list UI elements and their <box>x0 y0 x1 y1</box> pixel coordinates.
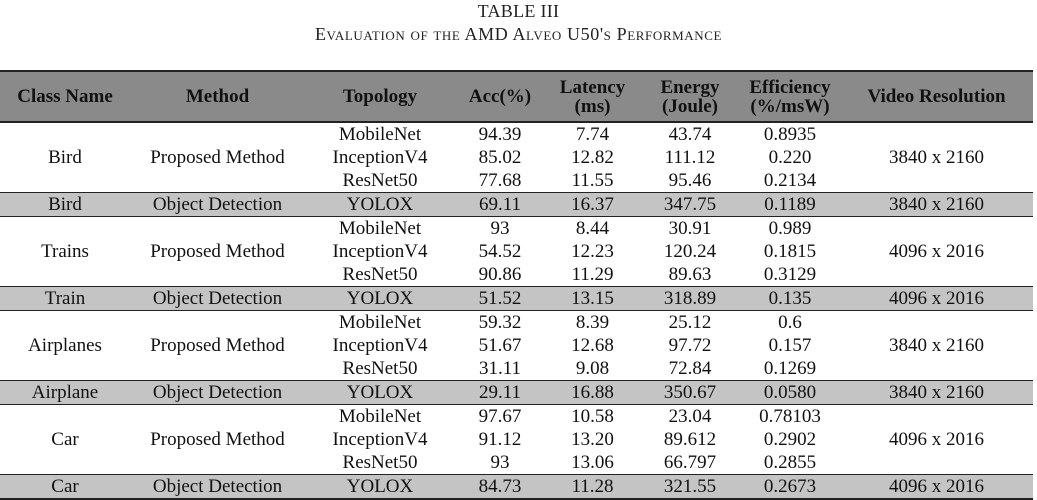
energy-cell: 23.04 <box>668 406 712 427</box>
resolution-cell: 3840 x 2160 <box>840 193 1033 217</box>
accuracy-cell: 97.67 <box>478 406 522 427</box>
accuracy-cell: 90.86 <box>478 264 522 285</box>
class-name-cell: Trains <box>41 241 89 262</box>
accuracy-cell: 51.52 <box>455 287 545 311</box>
energy-cell: 30.91 <box>668 218 712 239</box>
efficiency-cell: 0.1269 <box>763 358 817 379</box>
topology-cell: YOLOX <box>305 287 455 311</box>
topology-cell: MobileNet <box>338 124 422 145</box>
latency-cell: 8.44 <box>575 218 610 239</box>
accuracy-cell: 54.52 <box>478 241 522 262</box>
resolution-cell: 3840 x 2160 <box>840 381 1033 405</box>
header-latency-unit: (ms) <box>574 95 611 117</box>
resolution-cell: 3840 x 2160 <box>889 147 984 168</box>
energy-cell: 120.24 <box>663 241 717 262</box>
accuracy-cell: 93 <box>490 218 510 239</box>
efficiency-cell: 0.157 <box>768 335 812 356</box>
header-energy-label: Energy <box>660 76 720 98</box>
latency-cell: 13.20 <box>571 429 614 450</box>
table-row <box>0 311 1033 335</box>
efficiency-cell: 0.2673 <box>740 475 840 500</box>
latency-cell: 16.88 <box>545 381 640 405</box>
class-name-cell: Airplanes <box>28 335 102 356</box>
topology-cell: YOLOX <box>305 475 455 500</box>
header-energy <box>640 71 740 122</box>
topology-cell: ResNet50 <box>342 170 418 191</box>
performance-table <box>0 70 1033 500</box>
class-name-cell: Airplane <box>0 381 130 405</box>
topology-cell: InceptionV4 <box>332 335 428 356</box>
table-number: TABLE III <box>477 1 560 21</box>
header-accuracy: Acc(%) <box>455 71 545 122</box>
accuracy-cell: 85.02 <box>478 147 522 168</box>
header-topology: Topology <box>305 71 455 122</box>
object-detection-row <box>0 287 1033 311</box>
accuracy-cell: 59.32 <box>478 312 522 333</box>
method-cell: Object Detection <box>130 475 305 500</box>
resolution-cell: 4096 x 2016 <box>889 429 984 450</box>
method-cell: Object Detection <box>130 193 305 217</box>
resolution-cell: 4096 x 2016 <box>889 241 984 262</box>
energy-cell: 95.46 <box>668 170 712 191</box>
energy-cell: 97.72 <box>668 335 712 356</box>
header-energy-unit: (Joule) <box>662 95 718 117</box>
topology-cell: MobileNet <box>338 312 422 333</box>
method-cell: Proposed Method <box>150 241 285 262</box>
latency-cell: 7.74 <box>575 124 610 145</box>
energy-cell: 66.797 <box>663 452 717 473</box>
method-cell: Proposed Method <box>150 335 285 356</box>
latency-cell: 12.23 <box>571 241 614 262</box>
header-efficiency <box>740 71 840 122</box>
efficiency-cell: 0.2134 <box>763 170 817 191</box>
latency-cell: 11.55 <box>571 170 614 191</box>
table-row <box>0 217 1033 241</box>
latency-cell: 10.58 <box>571 406 614 427</box>
resolution-cell: 4096 x 2016 <box>840 287 1033 311</box>
class-name-cell: Bird <box>48 147 82 168</box>
energy-cell: 350.67 <box>640 381 740 405</box>
efficiency-cell: 0.8935 <box>763 124 817 145</box>
energy-cell: 89.63 <box>668 264 712 285</box>
topology-cell: ResNet50 <box>342 264 418 285</box>
energy-cell: 318.89 <box>640 287 740 311</box>
header-efficiency-label: Efficiency <box>749 76 831 98</box>
energy-cell: 347.75 <box>640 193 740 217</box>
latency-cell: 12.82 <box>571 147 614 168</box>
object-detection-row <box>0 193 1033 217</box>
efficiency-cell: 0.1189 <box>740 193 840 217</box>
topology-cell: YOLOX <box>305 381 455 405</box>
table-row <box>0 122 1033 146</box>
class-name-cell: Bird <box>0 193 130 217</box>
topology-cell: InceptionV4 <box>332 429 428 450</box>
resolution-cell: 3840 x 2160 <box>889 335 984 356</box>
accuracy-cell: 31.11 <box>478 358 522 379</box>
latency-cell: 16.37 <box>545 193 640 217</box>
header-video-resolution: Video Resolution <box>840 71 1033 122</box>
latency-cell: 13.15 <box>545 287 640 311</box>
method-cell: Proposed Method <box>150 429 285 450</box>
accuracy-cell: 93 <box>490 452 510 473</box>
accuracy-cell: 94.39 <box>478 124 522 145</box>
header-latency <box>545 71 640 122</box>
latency-cell: 13.06 <box>571 452 614 473</box>
table-title: Evaluation of the AMD Alveo U50's Performance <box>314 24 723 44</box>
accuracy-cell: 77.68 <box>478 170 522 191</box>
resolution-cell: 4096 x 2016 <box>840 475 1033 500</box>
topology-cell: InceptionV4 <box>332 147 428 168</box>
header-row <box>0 71 1033 122</box>
class-name-cell: Car <box>0 475 130 500</box>
energy-cell: 25.12 <box>668 312 712 333</box>
energy-cell: 43.74 <box>668 124 712 145</box>
energy-cell: 89.612 <box>663 429 717 450</box>
accuracy-cell: 51.67 <box>478 335 522 356</box>
accuracy-cell: 84.73 <box>455 475 545 500</box>
header-latency-label: Latency <box>559 76 626 98</box>
header-class-name: Class Name <box>0 71 130 122</box>
efficiency-cell: 0.78103 <box>759 406 821 427</box>
efficiency-cell: 0.3129 <box>763 264 817 285</box>
latency-cell: 12.68 <box>571 335 614 356</box>
energy-cell: 321.55 <box>640 475 740 500</box>
class-name-cell: Car <box>51 429 79 450</box>
header-efficiency-unit: (%/msW) <box>750 95 830 117</box>
topology-cell: ResNet50 <box>342 452 418 473</box>
efficiency-cell: 0.2855 <box>763 452 817 473</box>
object-detection-row <box>0 381 1033 405</box>
topology-cell: MobileNet <box>338 218 422 239</box>
object-detection-row <box>0 475 1033 500</box>
class-name-cell: Train <box>0 287 130 311</box>
topology-cell: MobileNet <box>338 406 422 427</box>
latency-cell: 8.39 <box>575 312 610 333</box>
energy-cell: 72.84 <box>668 358 712 379</box>
header-method: Method <box>130 71 305 122</box>
efficiency-cell: 0.135 <box>740 287 840 311</box>
efficiency-cell: 0.2902 <box>763 429 817 450</box>
accuracy-cell: 69.11 <box>455 193 545 217</box>
efficiency-cell: 0.989 <box>768 218 812 239</box>
energy-cell: 111.12 <box>664 147 716 168</box>
efficiency-cell: 0.6 <box>778 312 802 333</box>
latency-cell: 9.08 <box>575 358 610 379</box>
latency-cell: 11.29 <box>571 264 614 285</box>
method-cell: Proposed Method <box>150 147 285 168</box>
method-cell: Object Detection <box>130 381 305 405</box>
accuracy-cell: 91.12 <box>478 429 522 450</box>
topology-cell: YOLOX <box>305 193 455 217</box>
table-row <box>0 405 1033 429</box>
efficiency-cell: 0.0580 <box>740 381 840 405</box>
latency-cell: 11.28 <box>545 475 640 500</box>
topology-cell: InceptionV4 <box>332 241 428 262</box>
topology-cell: ResNet50 <box>342 358 418 379</box>
method-cell: Object Detection <box>130 287 305 311</box>
efficiency-cell: 0.220 <box>768 147 812 168</box>
efficiency-cell: 0.1815 <box>763 241 817 262</box>
accuracy-cell: 29.11 <box>455 381 545 405</box>
